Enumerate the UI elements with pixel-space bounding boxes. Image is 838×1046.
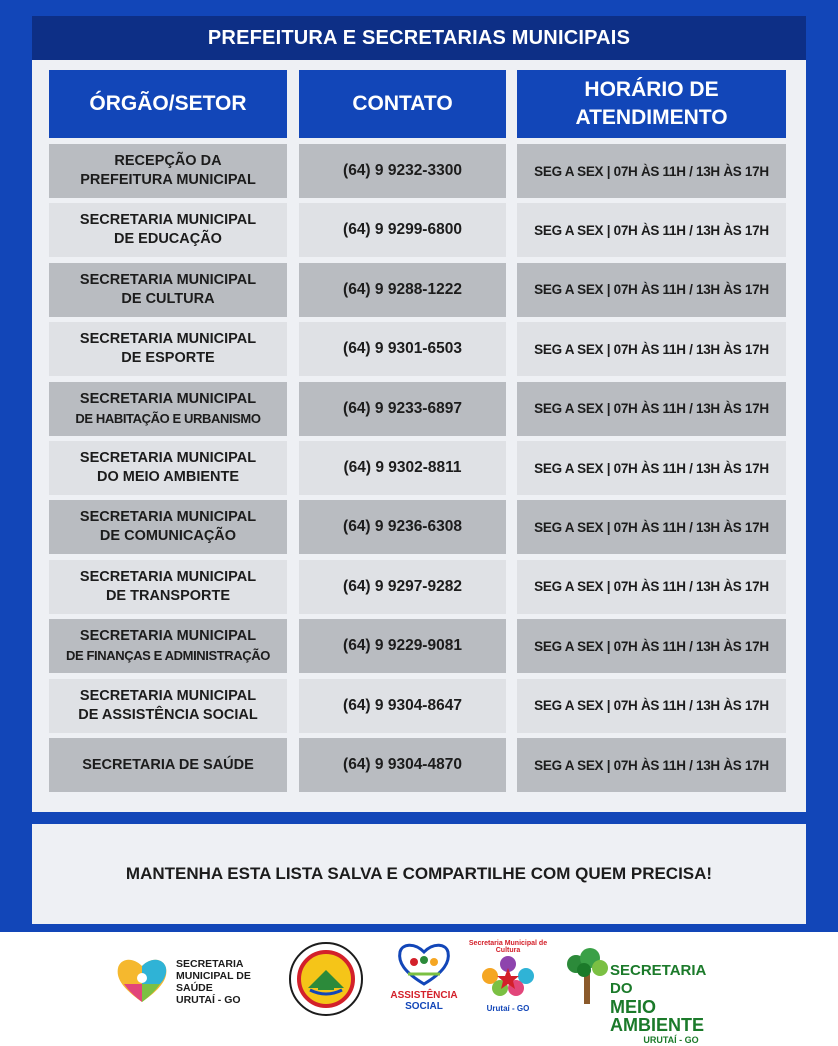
phone-cell[interactable]: (64) 9 9299-6800 (299, 203, 506, 257)
habitacao-seal-icon (286, 940, 366, 1018)
orgao-cell (49, 500, 287, 554)
hands-star-icon (478, 950, 538, 1000)
orgao-line2: DO MEIO AMBIENTE (96, 469, 240, 485)
heart-hands-icon (394, 940, 454, 988)
orgao-line1: SECRETARIA MUNICIPAL (79, 509, 257, 526)
table-row (32, 679, 806, 733)
logo-strip (0, 932, 838, 1045)
orgao-line1: SECRETARIA MUNICIPAL (79, 331, 257, 348)
table-row (32, 441, 806, 495)
hours-cell: SEG A SEX | 07H ÀS 11H / 13H ÀS 17H (517, 560, 786, 614)
contacts-table (32, 60, 806, 812)
phone-cell[interactable]: (64) 9 9288-1222 (299, 263, 506, 317)
phone-cell[interactable]: (64) 9 9236-6308 (299, 500, 506, 554)
saude-logo-text: SECRETARIA MUNICIPAL DE SAÚDE URUTAÍ - GO (176, 958, 251, 1006)
cultura-title: Secretaria Municipal de Cultura (468, 940, 548, 954)
orgao-cell (49, 263, 287, 317)
tree-icon (562, 946, 612, 1006)
orgao-cell (49, 144, 287, 198)
orgao-cell (49, 203, 287, 257)
meio-ambiente-text: SECRETARIA DO MEIO AMBIENTE URUTAÍ - GO (610, 962, 706, 1045)
heart-puzzle-icon (112, 950, 172, 1010)
orgao-line2: DE EDUCAÇÃO (114, 231, 222, 248)
hours-cell: SEG A SEX | 07H ÀS 11H / 13H ÀS 17H (517, 144, 786, 198)
orgao-line2: DE COMUNICAÇÃO (99, 528, 237, 545)
orgao-line2: PREFEITURA MUNICIPAL (80, 172, 256, 188)
phone-cell[interactable]: (64) 9 9233-6897 (299, 382, 506, 436)
meio-ambiente-logo (562, 940, 732, 1045)
orgao-line1: SECRETARIA MUNICIPAL (79, 687, 257, 704)
hours-cell: SEG A SEX | 07H ÀS 11H / 13H ÀS 17H (517, 263, 786, 317)
table-row (32, 203, 806, 257)
footer-message: MANTENHA ESTA LISTA SALVA E COMPARTILHE COM QUEM PRECISA! (32, 824, 806, 924)
table-row (32, 382, 806, 436)
column-header-horario (517, 70, 786, 138)
table-row (32, 144, 806, 198)
column-header-horario-line1: HORÁRIO DE (584, 78, 719, 101)
orgao-line1: SECRETARIA MUNICIPAL (79, 271, 257, 288)
column-header-orgao: ÓRGÃO/SETOR (49, 70, 287, 138)
phone-cell[interactable]: (64) 9 9304-8647 (299, 679, 506, 733)
phone-cell[interactable]: (64) 9 9297-9282 (299, 560, 506, 614)
orgao-line1: SECRETARIA MUNICIPAL (79, 390, 257, 407)
assistencia-text: ASSISTÊNCIA SOCIAL (390, 990, 458, 1012)
phone-cell[interactable]: (64) 9 9229-9081 (299, 619, 506, 673)
cultura-logo (468, 940, 548, 1018)
hours-cell: SEG A SEX | 07H ÀS 11H / 13H ÀS 17H (517, 441, 786, 495)
orgao-line1: SECRETARIA DE SAÚDE (82, 756, 254, 773)
orgao-line1: RECEPÇÃO DA (114, 153, 222, 169)
orgao-line2: DE CULTURA (121, 290, 215, 307)
phone-cell[interactable]: (64) 9 9302-8811 (299, 441, 506, 495)
hours-cell: SEG A SEX | 07H ÀS 11H / 13H ÀS 17H (517, 322, 786, 376)
orgao-line1: SECRETARIA MUNICIPAL (79, 568, 257, 585)
table-row (32, 560, 806, 614)
orgao-line1: SECRETARIA MUNICIPAL (79, 450, 257, 466)
orgao-line1: SECRETARIA MUNICIPAL (79, 628, 257, 645)
orgao-cell (49, 679, 287, 733)
orgao-line2: DE ESPORTE (121, 350, 215, 367)
orgao-line2: DE FINANÇAS E ADMINISTRAÇÃO (66, 648, 270, 664)
orgao-cell (49, 738, 287, 792)
cultura-city: Urutaí - GO (486, 1004, 530, 1013)
hours-cell: SEG A SEX | 07H ÀS 11H / 13H ÀS 17H (517, 619, 786, 673)
assistencia-social-logo (384, 940, 464, 1018)
phone-cell[interactable]: (64) 9 9301-6503 (299, 322, 506, 376)
table-row (32, 263, 806, 317)
habitacao-seal-logo (286, 940, 366, 1018)
saude-logo (112, 940, 262, 1018)
page-title: PREFEITURA E SECRETARIAS MUNICIPAIS (32, 16, 806, 60)
orgao-cell (49, 619, 287, 673)
table-row (32, 322, 806, 376)
hours-cell: SEG A SEX | 07H ÀS 11H / 13H ÀS 17H (517, 382, 786, 436)
table-row (32, 738, 806, 792)
hours-cell: SEG A SEX | 07H ÀS 11H / 13H ÀS 17H (517, 738, 786, 792)
orgao-cell (49, 382, 287, 436)
orgao-line2: DE HABITAÇÃO E URBANISMO (75, 410, 261, 426)
table-row (32, 619, 806, 673)
hours-cell: SEG A SEX | 07H ÀS 11H / 13H ÀS 17H (517, 500, 786, 554)
orgao-cell (49, 441, 287, 495)
hours-cell: SEG A SEX | 07H ÀS 11H / 13H ÀS 17H (517, 679, 786, 733)
orgao-line1: SECRETARIA MUNICIPAL (79, 212, 257, 229)
column-header-horario-line2: ATENDIMENTO (575, 106, 728, 129)
table-row (32, 500, 806, 554)
hours-cell: SEG A SEX | 07H ÀS 11H / 13H ÀS 17H (517, 203, 786, 257)
phone-cell[interactable]: (64) 9 9232-3300 (299, 144, 506, 198)
column-header-contato: CONTATO (299, 70, 506, 138)
orgao-line2: DE ASSISTÊNCIA SOCIAL (78, 706, 258, 723)
orgao-cell (49, 322, 287, 376)
orgao-line2: DE TRANSPORTE (105, 587, 231, 604)
phone-cell[interactable]: (64) 9 9304-4870 (299, 738, 506, 792)
orgao-cell (49, 560, 287, 614)
